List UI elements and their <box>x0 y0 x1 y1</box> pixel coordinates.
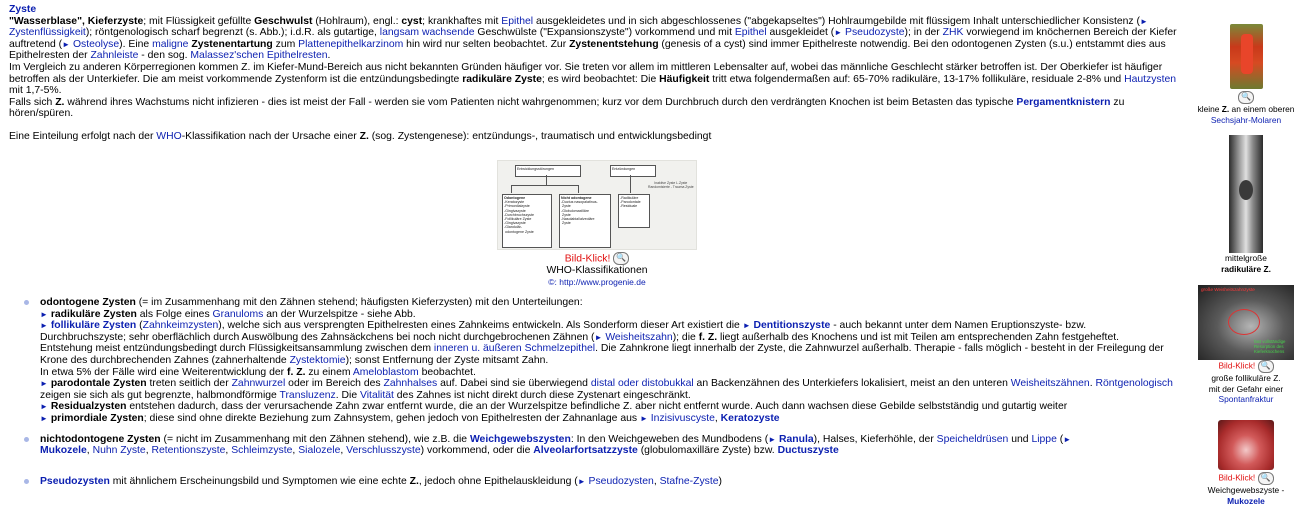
link-weisheitszahn[interactable]: Weisheitszahn <box>605 331 673 343</box>
diagram-box-entz-items: -Radikuläre -Parodontale -Residuale <box>618 194 650 228</box>
text: des Zahnes ist nicht direkt durch diese Zystenart eingeschränkt. <box>393 389 691 401</box>
text: ; krankhaftes mit <box>422 15 502 27</box>
diagram-box-entwicklung: Entwicklungsstörungen <box>515 165 581 177</box>
text: entstehen dadurch, dass der verursachende Zahn zwar entfernt wurde, die an der Wurzelspitze befindliche Z. aber nicht entfernt wurde. Auch dann wachsen diese Gebilde selbstständig und gutartig weiter <box>126 401 1068 413</box>
link-roentgenologisch[interactable]: Röntgenologisch <box>1095 378 1173 390</box>
text: (= nicht im Zusammenhang mit den Zähnen stehend), wie z.B. die <box>160 433 470 445</box>
zoom-icon[interactable]: 🔍 <box>613 252 629 265</box>
text: zeigen sie sich als gut begrenzte, halbmondförmige <box>40 389 280 401</box>
arrow-icon: ► <box>40 309 48 319</box>
term-primordiale-zysten: primordiale Zysten <box>50 412 144 424</box>
list-item-nichtodontogene: nichtodontogene Zysten (= nicht im Zusammenhang mit den Zähnen stehend), wie z.B. die Weichgewebszysten: In den Weichgeweben des Mundbodens (► Ranula), Halses, Kieferhöhle, der Speicheldrüsen und Lippe (► Mukozele, Nuhn Zyste, Retentionszyste, Schleimzyste, Sialozele, Verschlusszyste) vorkommend, oder die Alveolarfortsatzzyste (globulomaxilläre Zyste) bzw. Ductuszyste <box>24 434 1174 457</box>
term-kieferzyste: Kieferzyste <box>87 15 144 27</box>
arrow-icon: ► <box>62 39 71 49</box>
caption-text: große follikuläre Z. <box>1211 373 1281 383</box>
link-speicheldruesen[interactable]: Speicheldrüsen <box>936 433 1009 445</box>
caption-bold: radikuläre Z. <box>1221 263 1271 274</box>
bullet-icon <box>24 437 29 442</box>
sidebar-figure-2 <box>1190 135 1302 274</box>
term-zystenentstehung: Zystenentstehung <box>569 38 659 50</box>
link-pseudozyste[interactable]: Pseudozyste <box>845 27 905 39</box>
arrow-icon: ► <box>40 402 48 412</box>
box-title: Nicht odontogene <box>561 196 592 200</box>
bild-klick-label[interactable]: Bild-Klick! <box>564 253 611 265</box>
radicular-cyst-xray[interactable] <box>1229 135 1263 253</box>
who-figure <box>497 160 697 288</box>
diagram-box-nicht-odontogene <box>559 194 611 248</box>
link-plattenepithelkarzinom[interactable]: Plattenepithelkarzinom <box>298 38 404 50</box>
sidebar-figure-4 <box>1190 420 1302 506</box>
mucocele-photo[interactable] <box>1218 420 1274 470</box>
link-stafne-zyste[interactable]: Stafne-Zyste <box>659 475 719 487</box>
link-ameloblastom[interactable]: Ameloblastom <box>352 366 419 378</box>
text: mit ähnlichem Erscheinungsbild und Symptomen wie eine echte <box>109 475 410 487</box>
link-zahnkeimzysten[interactable]: Zahnkeimzysten <box>142 320 219 332</box>
term-fz: f. Z. <box>287 366 306 378</box>
link-schleimzyste[interactable]: Schleimzyste <box>231 445 293 457</box>
link-schmelzepithel[interactable]: inneren u. äußeren Schmelzepithel <box>433 343 596 355</box>
link-lippe[interactable]: Lippe <box>1031 433 1057 445</box>
text: ; diese sind ohne direkte Beziehung zum Zahnsystem, gehen jedoch von Epithelresten der Zahnanlage aus <box>143 412 640 424</box>
text: (genesis of a cyst) sind immer Epithelreste notwendig. Bei den odontogenen Zysten (s.u.) entstammt dies aus Epithelresten der <box>9 38 1166 62</box>
box-title: Odontogene <box>504 196 526 200</box>
intro-paragraph-1 <box>9 16 1181 62</box>
link-nuhn-zyste[interactable]: Nuhn Zyste <box>92 445 146 457</box>
link-who[interactable]: WHO <box>156 130 182 142</box>
link-keratozyste[interactable]: Keratozyste <box>720 412 780 424</box>
arrow-icon: ► <box>40 413 48 423</box>
text: und <box>1008 433 1032 445</box>
link-hautzysten[interactable]: Hautzysten <box>1124 73 1177 85</box>
arrow-icon: ► <box>742 321 751 331</box>
text: ), welche sich aus versprengten Epithelresten eines Zahnkeims entwickeln. Als Sonderform dieser Art existiert die <box>218 320 743 332</box>
term-geschwulst: Geschwulst <box>254 15 313 27</box>
arrow-icon: ► <box>1063 434 1072 444</box>
text: . Die <box>335 389 360 401</box>
text: während ihres Wachstums nicht infizieren - dies ist meist der Fall - werden sie vom Patienten nicht wahrgenommen; kurz vor dem Durchbruch durch den verdrängten Knochen ist beim Betasten das typische <box>64 96 1017 108</box>
text: Geschwülste ("Expansionszyste") vorkommend und mit <box>474 27 735 39</box>
text: ( <box>1056 433 1064 445</box>
caption-text: mittelgroße <box>1225 253 1267 263</box>
text: : In den Weichgeweben des Mundbodens ( <box>570 433 769 445</box>
term-odontogene-zysten: odontogene Zysten <box>40 297 136 308</box>
list-item-odontogene: odontogene Zysten (= im Zusammenhang mit den Zähnen stehend; häufigsten Kieferzysten) mit den Unterteilungen: ► radikuläre Zysten als Folge eines Granuloms an der Wurzelspitze - siehe Abb. ► follikuläre Zysten (Zahnkeimzysten), welche sich aus versprengten Epithelresten eines Zahnkeims entwickeln. Als Sonderform dieser Art existiert die ► Dentitionszyste - auch bekannt unter dem Namen Eruptionszyste- bzw. Durchbruchszyste; sehr oberflächlich durch Auswölbung des Zahnsäckchens bei noch nicht durchgebrochenen Zähnen (► Weisheitszahn); die f. Z. liegt außerhalb des Knochens und ist mit Teilen am entsprechenden Zahn festgeheftet. Entstehung meist entzündungsbedingt durch Flüssigkeitsansammlung zwischen dem inneren u. äußeren Schmelzepithel. Die Zahnkrone liegt innerhalb der Zyste, die Zahnwurzel außerhalb. Therapie - falls möglich - besteht in der Freilegung der Krone des durchbrechenden Zahnes (zahnerhaltende Zystektomie); sonst Entfernung der Zyste mitsamt Zahn. In etwa 5% der Fälle wird eine Weiterentwicklung der f. Z. zu einem Ameloblastom beobachtet. ► parodontale Zysten treten seitlich der Zahnwurzel oder im Bereich des Zahnhalses auf. Dabei sind sie überwiegend distal oder distobukkal an Backenzähnen des Unterkiefers lokalisiert, meist an den unteren Weisheitszähnen. Röntgenologisch zeigen sie sich als gut begrenzte, halbmondförmige Transluzenz. Die Vitalität des Zahnes ist nicht direkt durch diese Zystenart eingeschränkt. ► Residualzysten entstehen dadurch, dass der verursachende Zahn zwar entfernt wurde, die an der Wurzelspitze befindliche Z. aber nicht entfernt wurde. Auch dann wachsen diese Gebilde selbstständig und gutartig weiter ► primordiale Zysten; diese sind ohne direkte Beziehung zum Zahnsystem, gehen jedoch von Epithelresten der Zahnanlage aus ► Inzisivuscyste, Keratozyste <box>24 297 1174 425</box>
text: (globulomaxilläre Zyste) bzw. <box>637 445 778 457</box>
term-zystenentartung: Zystenentartung <box>188 38 273 50</box>
xray-overlay-top: große Weisheitszahnzyste <box>1201 287 1255 292</box>
intro-paragraph-3 <box>9 97 1181 120</box>
zoom-icon[interactable]: 🔍 <box>1258 360 1274 373</box>
intro-paragraph-4 <box>9 131 1181 143</box>
link-vitalitaet[interactable]: Vitalität <box>360 389 394 401</box>
link-sialozele[interactable]: Sialozele <box>298 445 341 457</box>
text: . <box>327 50 331 62</box>
link-verschlusszyste[interactable]: Verschlusszyste <box>346 445 421 457</box>
text: beobachtet. <box>418 366 476 378</box>
caption-bold: Z. <box>1221 104 1230 114</box>
link-malassez[interactable]: Malassez'schen Epithelresten <box>190 50 328 62</box>
text: ) vorkommend, oder die <box>420 445 534 457</box>
link-zystektomie[interactable]: Zystektomie <box>289 354 346 366</box>
text: an der Wurzelspitze - siehe Abb. <box>263 308 416 320</box>
zoom-icon[interactable]: 🔍 <box>1258 472 1274 485</box>
list-item-pseudozysten: Pseudozysten mit ähnlichem Erscheinungsbild und Symptomen wie eine echte Z., jedoch ohne Epithelauskleidung (► Pseudozysten, Stafne-Zyste) <box>24 476 1174 488</box>
text: als Folge eines <box>136 308 213 320</box>
caption-text: an einem oberen <box>1229 104 1295 114</box>
caption-text: kleine <box>1197 104 1222 114</box>
text: , <box>714 412 721 424</box>
text: ausgekleidetes und in sich abgeschlossenes ("abgekapseltes") Hohlraumgebilde mit flüssigem Inhalt unterschiedlicher Konsistenz ( <box>533 15 1140 27</box>
link-ranula[interactable]: Ranula <box>779 433 814 445</box>
text: (Hohlraum), engl.: <box>312 15 402 27</box>
term-z: Z. <box>359 130 369 142</box>
link-zahnwurzel[interactable]: Zahnwurzel <box>231 378 286 390</box>
figure-source-link[interactable]: ©: http://www.progenie.de <box>548 276 646 287</box>
link-osteolyse[interactable]: Osteolyse <box>72 38 120 50</box>
term-parodontale-zysten: parodontale Zysten <box>50 378 147 390</box>
link-weisheitszaehnen[interactable]: Weisheitszähnen <box>1010 378 1090 390</box>
text: ), Halses, Kieferhöhle, der <box>813 433 937 445</box>
term-nichtodontogene-zysten: nichtodontogene Zysten <box>40 433 161 445</box>
caption-text: Weichgewebszyste - <box>1207 485 1285 495</box>
text: zu einem <box>305 366 353 378</box>
box-items: -Keratozyste -Primordialzyste -Gingivazyste -Durchbruchszyste -Follikuläre Zyste -Gingivazyste -Glandulär- odontogene Zyste <box>504 200 534 234</box>
text: liegt außerhalb des Knochens und ist mit Teilen am entsprechenden Zahn festgeheftet. Entstehung meist entzündungsbedingt durch Flüssigkeitsansammlung zwischen dem <box>40 331 1120 355</box>
text: zu hören/spüren. <box>9 96 1125 120</box>
link-langsam-wachsende[interactable]: langsam wachsende <box>379 27 475 39</box>
page-title: Zyste <box>9 4 37 15</box>
link-pseudozysten[interactable]: Pseudozysten <box>588 475 654 487</box>
arrow-icon: ► <box>834 28 843 38</box>
text: oder im Bereich des <box>285 378 384 390</box>
bild-klick-label[interactable]: Bild-Klick! <box>1218 472 1256 483</box>
link-mukozele[interactable]: Mukozele <box>40 445 87 457</box>
term-haeufigkeit: Häufigkeit <box>659 73 710 85</box>
diagram-side-note: Inaktive Zyste L.Zyste Randomisierte - Trauma Zyste <box>648 181 694 189</box>
text: treten seitlich der <box>146 378 232 390</box>
link-zystenfluessigkeit[interactable]: Zystenflüssigkeit <box>9 27 86 39</box>
box-items: -Ductus nasopalatinus- Zyste -Globulomaxilläre Zyste -Nasolabial/alveoläre Zyste <box>561 200 598 226</box>
text: Eine Einteilung erfolgt nach der <box>9 130 157 142</box>
text: In etwa 5% der Fälle wird eine Weiterentwicklung der <box>40 366 287 378</box>
intro-paragraph-2 <box>9 62 1181 97</box>
text: tritt etwa folgendermaßen auf: 65-70% radikuläre, 13-17% follikuläre, residuale 2-8% und <box>709 73 1125 85</box>
text: . <box>1089 378 1096 390</box>
link-pergamentknistern[interactable]: Pergamentknistern <box>1016 96 1111 108</box>
text: - den sog. <box>138 50 191 62</box>
link-retentionszyste[interactable]: Retentionszyste <box>151 445 226 457</box>
text: ; mit Flüssigkeit gefüllte <box>143 15 255 27</box>
bullet-icon <box>24 300 29 305</box>
link-weichgewebszysten[interactable]: Weichgewebszysten <box>469 433 571 445</box>
text: Falls sich <box>9 96 56 108</box>
term-wasserblase: "Wasserblase", <box>9 15 88 27</box>
arrow-icon: ► <box>1139 16 1148 26</box>
arrow-icon: ► <box>594 332 603 342</box>
link-epithel[interactable]: Epithel <box>501 15 534 27</box>
link-epithel-2[interactable]: Epithel <box>734 27 767 39</box>
zoom-icon[interactable]: 🔍 <box>1238 91 1254 104</box>
link-pseudozysten-title[interactable]: Pseudozysten <box>40 475 110 487</box>
arrow-icon: ► <box>40 321 48 331</box>
bullet-icon <box>24 479 29 484</box>
text: ) <box>718 475 722 487</box>
text: , jedoch ohne Epithelauskleidung ( <box>418 475 578 487</box>
link-ductuszyste[interactable]: Ductuszyste <box>777 445 839 457</box>
link-follikulaere-zysten[interactable]: follikuläre Zysten <box>50 320 137 332</box>
link-transluzenz[interactable]: Transluzenz <box>279 389 336 401</box>
text: ); die <box>672 331 699 343</box>
text: mit 1,7-5%. <box>9 85 62 97</box>
link-distal[interactable]: distal oder distobukkal <box>590 378 694 390</box>
term-residualzysten: Residualzysten <box>50 401 127 413</box>
term-fz: f. Z. <box>698 331 718 343</box>
follicular-cyst-xray[interactable] <box>1198 285 1294 360</box>
caption-text: mit der Gefahr einer <box>1208 383 1284 394</box>
link-granuloms[interactable]: Granuloms <box>212 308 264 320</box>
link-mukozele-sidebar[interactable]: Mukozele <box>1227 495 1265 506</box>
main-content <box>9 4 1181 143</box>
text: auf. Dabei sind sie überwiegend <box>437 378 591 390</box>
text: (sog. Zystengenese): entzündungs-, traumatisch und entwicklungsbedingt <box>368 130 712 142</box>
link-dentitionszyste[interactable]: Dentitionszyste <box>753 320 831 332</box>
sidebar-figure-1 <box>1190 24 1302 125</box>
arrow-icon: ► <box>577 476 586 486</box>
xray-overlay-bottom: fast vollständige Resorption des Kieferknochens <box>1254 339 1286 354</box>
link-maligne[interactable]: maligne <box>152 38 189 50</box>
text: ausgekleidet ( <box>766 27 835 39</box>
text: - auch bekannt unter dem Namen Eruptionszyste- bzw. Durchbruchszyste; sehr oberflächlich durch Auswölbung des Zahnsäckchens bei noch nicht durchgebrochenen Zähnen ( <box>40 320 1087 343</box>
sidebar-figure-3 <box>1190 285 1302 405</box>
cyst-type-list <box>24 297 1174 487</box>
text: ); in der <box>904 27 943 39</box>
text: ). Eine <box>119 38 153 50</box>
link-alveolarfortsatzzyste[interactable]: Alveolarfortsatzzyste <box>533 445 638 457</box>
link-zhk[interactable]: ZHK <box>942 27 964 39</box>
term-z: Z. <box>409 475 419 487</box>
arrow-icon: ► <box>768 434 777 444</box>
diagram-box-entzuendung: Entzündungen <box>610 165 656 177</box>
term-radikulaere-zysten: radikuläre Zysten <box>50 308 137 320</box>
term-radikulaere-zyste: radikuläre Zyste <box>462 73 542 85</box>
text: ); sonst Entfernung der Zyste mitsamt Zahn. <box>345 354 549 366</box>
link-zahnleiste[interactable]: Zahnleiste <box>90 50 139 62</box>
arrow-icon: ► <box>40 379 48 389</box>
term-z: Z. <box>55 96 65 108</box>
molar-cyst-photo[interactable] <box>1230 24 1263 89</box>
bild-klick-label[interactable]: Bild-Klick! <box>1218 360 1256 371</box>
diagram-box-odontogene <box>502 194 552 248</box>
link-zahnhalses[interactable]: Zahnhalses <box>383 378 438 390</box>
term-cyst: cyst <box>401 15 423 27</box>
link-inzisivuscyste[interactable]: Inzisivuscyste <box>650 412 715 424</box>
text: ; es wird beobachtet: Die <box>541 73 660 85</box>
text: zum <box>272 38 299 50</box>
text: ); röntgenologisch scharf begrenzt (s. Abb.); i.d.R. als gutartige, <box>85 27 380 39</box>
text: Im Vergleich zu anderen Körperregionen kommen Z. im Kiefer-Mund-Bereich aus nicht bekannten Gründen häufiger vor. Sie treten vor allem im mittleren Lebensalter auf, wobei das männliche Geschlecht stärker betroffen ist. Der Oberkiefer ist häufiger betroffen als der Unterkiefer. Die am meist vorkommende Zystenform ist die entzündungsbedingte <box>9 61 1163 85</box>
text: . Die Zahnkrone liegt innerhalb der Zyste, die Zahnwurzel außerhalb. Therapie - falls möglich - besteht in der Freilegung der Krone des durchbrechenden Zahnes (zahnerhaltende <box>40 343 1164 366</box>
link-spontanfraktur[interactable]: Spontanfraktur <box>1218 394 1274 404</box>
text: an Backenzähnen des Unterkiefers lokalisiert, meist an den unteren <box>693 378 1011 390</box>
text: vorwiegend im knöchernen Bereich der Kiefer auftretend ( <box>9 27 1177 50</box>
link-sechsjahr-molaren[interactable]: Sechsjahr-Molaren <box>1210 114 1282 125</box>
text: hin wird nur selten beobachtet. Zur <box>403 38 570 50</box>
who-classification-image[interactable] <box>497 160 697 250</box>
figure-caption: WHO-Klassifikationen <box>546 265 648 276</box>
text: (= im Zusammenhang mit den Zähnen stehend; häufigsten Kieferzysten) mit den Unterteilungen: <box>135 297 583 308</box>
arrow-icon: ► <box>639 413 648 423</box>
text: -Klassifikation nach der Ursache einer <box>181 130 360 142</box>
